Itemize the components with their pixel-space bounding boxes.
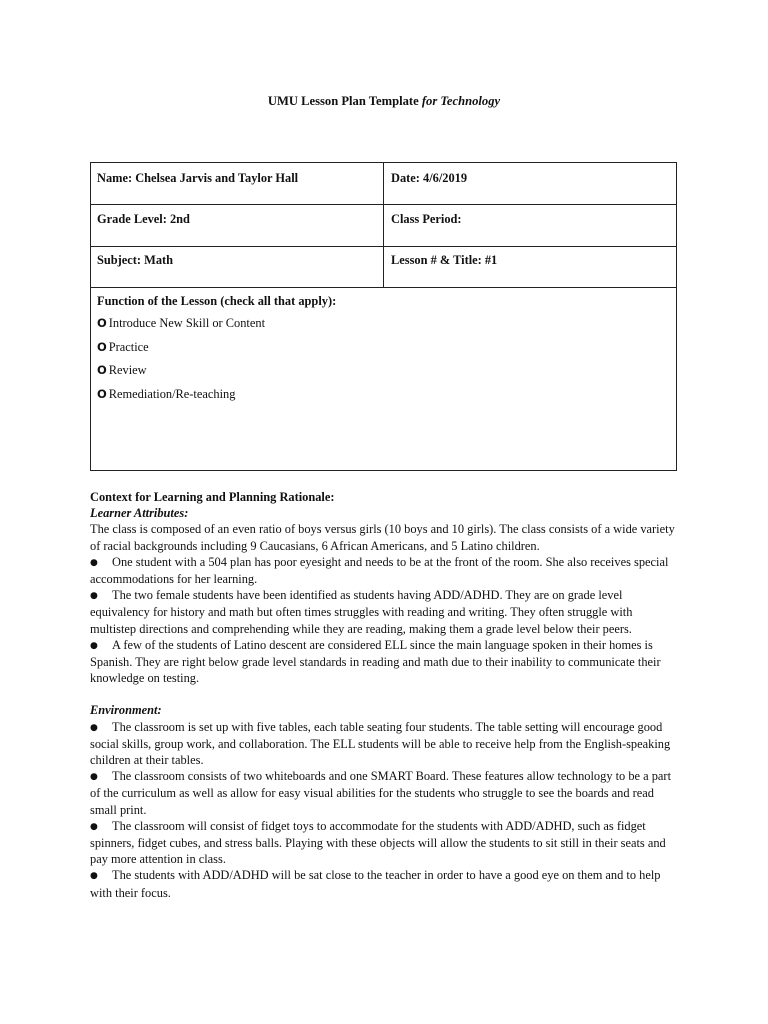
bullet-icon: ● — [90, 557, 98, 568]
bullet-item: ● The classroom consists of two whiteboards and one SMART Board. These features allow technology to be a part of the curriculum as well as allow for easy visual abilities for the students who struggle to see the boards and read small print. — [90, 769, 672, 817]
bullet-item: ● A few of the students of Latino descent are considered ELL since the main language spoken in their homes is Spanish. They are right below grade level standards in reading and math due to their inability to communicate their knowledge on testing. — [90, 637, 661, 686]
bullet-icon: ● — [90, 821, 98, 832]
function-option: O Introduce New Skill or Content — [97, 316, 266, 330]
bullet-icon: ● — [90, 640, 98, 651]
lesson-title-cell: Lesson # & Title: #1 — [391, 253, 498, 267]
function-heading: Function of the Lesson (check all that apply): — [97, 294, 337, 308]
bullet-item: ● The classroom will consist of fidget toys to accommodate for the students with ADD/ADHD, such as fidget spinners, fidget cubes, and stress balls. Playing with these objects will allow the students to sit still in their seats and pay more attention in class. — [90, 818, 666, 867]
bullet-item: ● The students with ADD/ADHD will be sat close to the teacher in order to have a good eye on them and to help with their focus. — [90, 868, 661, 900]
name-cell: Name: Chelsea Jarvis and Taylor Hall — [97, 171, 299, 185]
grade-level-cell: Grade Level: 2nd — [97, 212, 190, 226]
title-italic: for Technology — [421, 94, 501, 108]
circle-checkbox-icon: O — [97, 386, 107, 401]
table-column-divider — [383, 163, 384, 287]
title-main: UMU Lesson Plan Template — [267, 94, 419, 108]
function-option: O Practice — [97, 339, 149, 354]
learner-attributes-heading: Learner Attributes: — [90, 506, 189, 521]
lesson-info-table — [90, 162, 677, 471]
bullet-item: ● The classroom is set up with five tables, each table seating four students. The table setting will encourage good social skills, group work, and collaboration. The ELL students will be able to receive help from the English-speaking children at their tables. — [90, 719, 671, 768]
circle-checkbox-icon: O — [97, 339, 107, 354]
document-title — [0, 94, 768, 109]
class-period-cell: Class Period: — [391, 212, 462, 226]
bullet-icon: ● — [90, 591, 98, 602]
function-options — [97, 315, 265, 409]
subject-cell: Subject: Math — [97, 253, 174, 267]
context-heading: Context for Learning and Planning Rationale: — [90, 490, 335, 504]
learner-intro: The class is composed of an even ratio of boys versus girls (10 boys and 10 girls). The class consists of a wide variety of racial backgrounds including 9 Caucasians, 6 African Americans, and 5 Latino children. — [90, 522, 675, 553]
bullet-icon: ● — [90, 871, 98, 882]
environment-heading: Environment: — [90, 703, 162, 718]
bullet-icon: ● — [90, 772, 98, 783]
circle-checkbox-icon: O — [97, 316, 107, 330]
date-cell: Date: 4/6/2019 — [391, 171, 468, 185]
circle-checkbox-icon: O — [97, 363, 107, 377]
bullet-item: ● The two female students have been identified as students having ADD/ADHD. They are on grade level equivalency for history and math but often times struggles with reading and writing. They often struggle with multistep directions and comprehending while they are reading, making them a grade level below their peers. — [90, 588, 633, 636]
context-section — [90, 489, 680, 901]
bullet-icon: ● — [90, 722, 98, 733]
table-divider — [91, 287, 676, 288]
function-option: O Review — [97, 363, 147, 377]
bullet-item: ● One student with a 504 plan has poor eyesight and needs to be at the front of the room. She also receives special accommodations for her learning. — [90, 554, 669, 587]
function-option: O Remediation/Re-teaching — [97, 386, 236, 401]
